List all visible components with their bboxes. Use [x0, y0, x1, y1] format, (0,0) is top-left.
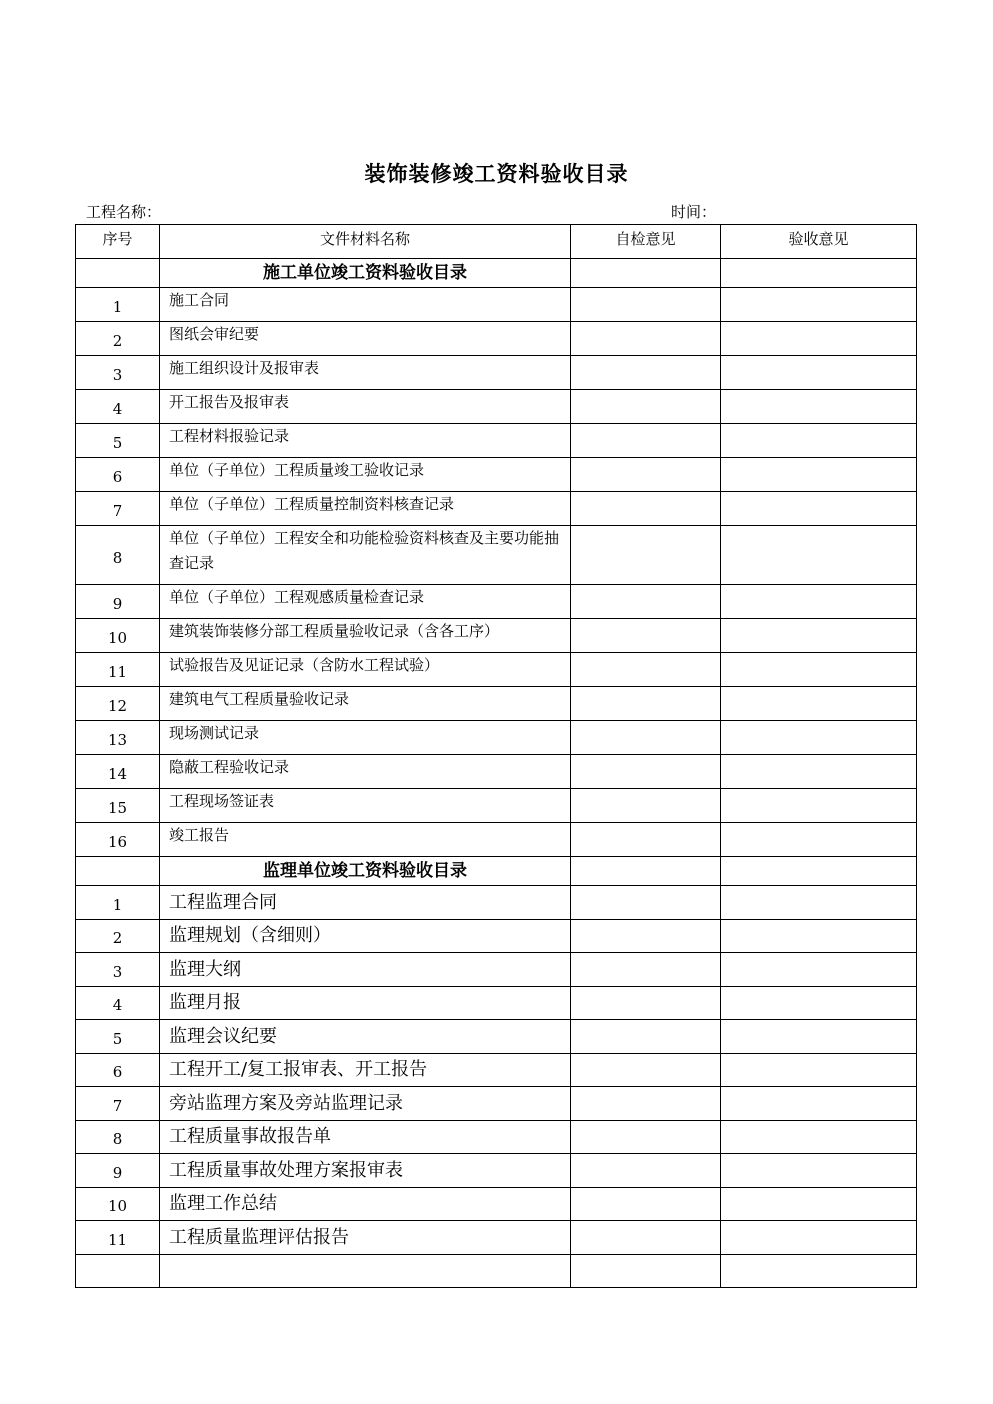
- row-document-name: 工程现场签证表: [160, 789, 571, 823]
- row-document-name: 工程质量监理评估报告: [160, 1221, 571, 1255]
- row-serial-number: 6: [76, 458, 160, 492]
- row-self-check-opinion[interactable]: [571, 526, 721, 585]
- row-self-check-opinion[interactable]: [571, 953, 721, 987]
- row-self-check-opinion[interactable]: [571, 1221, 721, 1255]
- row-document-name: 施工合同: [160, 288, 571, 322]
- table-row: [76, 1154, 917, 1188]
- table-row: [76, 823, 917, 857]
- row-acceptance-opinion[interactable]: [721, 1053, 917, 1087]
- row-serial-number: 1: [76, 288, 160, 322]
- row-serial-number: 2: [76, 919, 160, 953]
- table-row: [76, 1020, 917, 1054]
- row-acceptance-opinion[interactable]: [721, 288, 917, 322]
- table-row: [76, 1120, 917, 1154]
- row-acceptance-opinion[interactable]: [721, 1221, 917, 1255]
- blank-row: [76, 1254, 917, 1287]
- row-acceptance-opinion[interactable]: [721, 953, 917, 987]
- row-self-check-opinion[interactable]: [571, 721, 721, 755]
- time-label: 时间：: [671, 203, 717, 221]
- table-row: [76, 492, 917, 526]
- row-self-check-opinion[interactable]: [571, 653, 721, 687]
- row-serial-number: 1: [76, 886, 160, 920]
- row-serial-number: 7: [76, 1087, 160, 1121]
- row-serial-number: 9: [76, 1154, 160, 1188]
- header-acceptance-opinion: 验收意见: [721, 225, 917, 259]
- table-row: [76, 755, 917, 789]
- section-self-check-cell: [571, 259, 721, 288]
- row-document-name: 现场测试记录: [160, 721, 571, 755]
- row-document-name: 图纸会审纪要: [160, 322, 571, 356]
- row-self-check-opinion[interactable]: [571, 1187, 721, 1221]
- row-self-check-opinion[interactable]: [571, 288, 721, 322]
- row-acceptance-opinion[interactable]: [721, 1154, 917, 1188]
- row-acceptance-opinion[interactable]: [721, 356, 917, 390]
- row-acceptance-opinion[interactable]: [721, 492, 917, 526]
- row-acceptance-opinion[interactable]: [721, 919, 917, 953]
- row-acceptance-opinion[interactable]: [721, 619, 917, 653]
- project-name-label: 工程名称：: [86, 203, 162, 221]
- row-self-check-opinion[interactable]: [571, 823, 721, 857]
- row-serial-number: 13: [76, 721, 160, 755]
- row-document-name: 监理月报: [160, 986, 571, 1020]
- row-self-check-opinion[interactable]: [571, 322, 721, 356]
- row-document-name: 工程监理合同: [160, 886, 571, 920]
- header-document-name: 文件材料名称: [160, 225, 571, 259]
- table-row: [76, 322, 917, 356]
- table-row: [76, 919, 917, 953]
- table-row: [76, 619, 917, 653]
- row-acceptance-opinion[interactable]: [721, 526, 917, 585]
- row-document-name: 单位（子单位）工程质量控制资料核查记录: [160, 492, 571, 526]
- row-document-name: 施工组织设计及报审表: [160, 356, 571, 390]
- table-row: [76, 953, 917, 987]
- row-self-check-opinion[interactable]: [571, 1154, 721, 1188]
- row-serial-number: 14: [76, 755, 160, 789]
- row-document-name: 工程质量事故处理方案报审表: [160, 1154, 571, 1188]
- row-serial-number: 6: [76, 1053, 160, 1087]
- row-acceptance-opinion[interactable]: [721, 986, 917, 1020]
- row-document-name: 建筑装饰装修分部工程质量验收记录（含各工序）: [160, 619, 571, 653]
- row-self-check-opinion[interactable]: [571, 986, 721, 1020]
- row-serial-number: 3: [76, 953, 160, 987]
- table-row: [76, 356, 917, 390]
- table-row: [76, 1087, 917, 1121]
- row-acceptance-opinion[interactable]: [721, 886, 917, 920]
- row-document-name: 工程开工/复工报审表、开工报告: [160, 1053, 571, 1087]
- row-self-check-opinion[interactable]: [571, 919, 721, 953]
- row-serial-number: 11: [76, 1221, 160, 1255]
- row-acceptance-opinion[interactable]: [721, 1087, 917, 1121]
- row-acceptance-opinion[interactable]: [721, 687, 917, 721]
- blank-acceptance-cell[interactable]: [721, 1254, 917, 1287]
- row-document-name: 竣工报告: [160, 823, 571, 857]
- row-serial-number: 10: [76, 1187, 160, 1221]
- row-serial-number: 10: [76, 619, 160, 653]
- row-acceptance-opinion[interactable]: [721, 823, 917, 857]
- row-serial-number: 8: [76, 1120, 160, 1154]
- table-row: [76, 458, 917, 492]
- table-row: [76, 526, 917, 585]
- table-row: [76, 288, 917, 322]
- row-document-name: 监理大纲: [160, 953, 571, 987]
- row-serial-number: 15: [76, 789, 160, 823]
- row-serial-number: 4: [76, 986, 160, 1020]
- row-acceptance-opinion[interactable]: [721, 755, 917, 789]
- row-self-check-opinion[interactable]: [571, 1087, 721, 1121]
- row-document-name: 单位（子单位）工程质量竣工验收记录: [160, 458, 571, 492]
- section-title: 监理单位竣工资料验收目录: [160, 857, 571, 886]
- blank-name-cell[interactable]: [160, 1254, 571, 1287]
- section-serial-cell: [76, 259, 160, 288]
- row-self-check-opinion[interactable]: [571, 492, 721, 526]
- row-document-name: 试验报告及见证记录（含防水工程试验）: [160, 653, 571, 687]
- row-acceptance-opinion[interactable]: [721, 585, 917, 619]
- section-title: 施工单位竣工资料验收目录: [160, 259, 571, 288]
- row-acceptance-opinion[interactable]: [721, 322, 917, 356]
- section-serial-cell: [76, 857, 160, 886]
- row-self-check-opinion[interactable]: [571, 458, 721, 492]
- row-serial-number: 3: [76, 356, 160, 390]
- section-title-row: [76, 259, 917, 288]
- row-document-name: 工程材料报验记录: [160, 424, 571, 458]
- row-self-check-opinion[interactable]: [571, 390, 721, 424]
- blank-self-check-cell[interactable]: [571, 1254, 721, 1287]
- blank-serial-cell[interactable]: [76, 1254, 160, 1287]
- header-serial-number: 序号: [76, 225, 160, 259]
- table-row: [76, 424, 917, 458]
- row-document-name: 单位（子单位）工程观感质量检查记录: [160, 585, 571, 619]
- table-row: [76, 1187, 917, 1221]
- section-self-check-cell: [571, 857, 721, 886]
- row-document-name: 开工报告及报审表: [160, 390, 571, 424]
- table-row: [76, 585, 917, 619]
- row-document-name: 监理规划（含细则）: [160, 919, 571, 953]
- row-acceptance-opinion[interactable]: [721, 390, 917, 424]
- table-row: [76, 789, 917, 823]
- acceptance-table: [75, 224, 917, 1288]
- row-self-check-opinion[interactable]: [571, 1053, 721, 1087]
- row-serial-number: 9: [76, 585, 160, 619]
- row-serial-number: 7: [76, 492, 160, 526]
- row-serial-number: 5: [76, 1020, 160, 1054]
- row-document-name: 单位（子单位）工程安全和功能检验资料核查及主要功能抽查记录: [160, 526, 571, 585]
- row-self-check-opinion[interactable]: [571, 1020, 721, 1054]
- row-acceptance-opinion[interactable]: [721, 458, 917, 492]
- row-document-name: 工程质量事故报告单: [160, 1120, 571, 1154]
- row-acceptance-opinion[interactable]: [721, 789, 917, 823]
- row-document-name: 旁站监理方案及旁站监理记录: [160, 1087, 571, 1121]
- row-acceptance-opinion[interactable]: [721, 1020, 917, 1054]
- row-acceptance-opinion[interactable]: [721, 653, 917, 687]
- row-self-check-opinion[interactable]: [571, 619, 721, 653]
- section-acceptance-cell: [721, 857, 917, 886]
- row-self-check-opinion[interactable]: [571, 585, 721, 619]
- row-serial-number: 11: [76, 653, 160, 687]
- row-self-check-opinion[interactable]: [571, 1120, 721, 1154]
- row-self-check-opinion[interactable]: [571, 789, 721, 823]
- acceptance-table-body: [76, 225, 917, 1288]
- table-row: [76, 390, 917, 424]
- table-header-row: [76, 225, 917, 259]
- table-row: [76, 886, 917, 920]
- table-row: [76, 1221, 917, 1255]
- table-row: [76, 986, 917, 1020]
- header-self-check-opinion: 自检意见: [571, 225, 721, 259]
- row-acceptance-opinion[interactable]: [721, 721, 917, 755]
- row-serial-number: 5: [76, 424, 160, 458]
- row-document-name: 监理工作总结: [160, 1187, 571, 1221]
- row-acceptance-opinion[interactable]: [721, 1120, 917, 1154]
- row-document-name: 监理会议纪要: [160, 1020, 571, 1054]
- row-self-check-opinion[interactable]: [571, 356, 721, 390]
- row-self-check-opinion[interactable]: [571, 886, 721, 920]
- row-serial-number: 16: [76, 823, 160, 857]
- row-self-check-opinion[interactable]: [571, 424, 721, 458]
- table-row: [76, 653, 917, 687]
- table-row: [76, 721, 917, 755]
- row-acceptance-opinion[interactable]: [721, 1187, 917, 1221]
- row-document-name: 隐蔽工程验收记录: [160, 755, 571, 789]
- section-title-row: [76, 857, 917, 886]
- row-acceptance-opinion[interactable]: [721, 424, 917, 458]
- table-row: [76, 1053, 917, 1087]
- section-acceptance-cell: [721, 259, 917, 288]
- row-self-check-opinion[interactable]: [571, 687, 721, 721]
- row-self-check-opinion[interactable]: [571, 755, 721, 789]
- table-row: [76, 687, 917, 721]
- document-title: 装饰装修竣工资料验收目录: [364, 161, 629, 186]
- row-document-name: 建筑电气工程质量验收记录: [160, 687, 571, 721]
- row-serial-number: 2: [76, 322, 160, 356]
- row-serial-number: 8: [76, 526, 160, 585]
- row-serial-number: 12: [76, 687, 160, 721]
- row-serial-number: 4: [76, 390, 160, 424]
